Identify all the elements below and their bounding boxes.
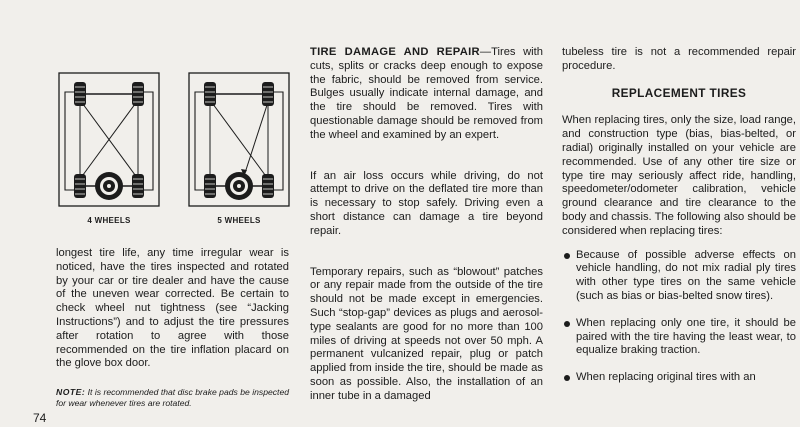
tubeless-continuation: tubeless tire is not a recommended repair procedure. xyxy=(562,46,796,72)
bullet-text: When replacing only one tire, it should be paired with the tire having the least wear, to equalize braking traction. xyxy=(576,316,796,357)
temporary-repairs-paragraph: Temporary repairs, such as “blowout” patches or any repair made from the outside of the tire should not be made except in emergencies. Such “stop-gap” devices as plugs and aerosol-type sealants are good for no more than 100 miles of driving at speeds not over 50 mph. A permanent vulcanized repair, plug or patch applied from inside the tire, should be made as soon as possible. Also, the installation of an inner tube in a damaged xyxy=(310,265,543,402)
replacement-tires-title: REPLACEMENT TIRES xyxy=(611,85,747,100)
bullet-icon xyxy=(564,253,570,259)
list-item xyxy=(562,371,796,385)
air-loss-paragraph: If an air loss occurs while driving, do not attempt to drive on the deflated tire more than is necessary to stop safely. Driving even a short distance can damage a tire beyond repair. xyxy=(310,169,543,237)
four-wheel-rotation-diagram xyxy=(58,72,160,225)
bullet-icon xyxy=(564,321,570,327)
four-wheels-label: 4 WHEELS xyxy=(87,216,131,225)
tire-damage-heading: TIRE DAMAGE AND REPAIR xyxy=(310,46,480,58)
column-left xyxy=(56,247,289,408)
column-right xyxy=(562,46,796,398)
bullet-text: When replacing original tires with an xyxy=(576,371,756,384)
four-wheel-rotation-icon xyxy=(58,72,160,207)
five-wheel-rotation-diagram xyxy=(188,72,290,225)
note-lead: NOTE: xyxy=(56,387,86,398)
bullet-icon xyxy=(564,375,570,381)
replacement-intro-paragraph: When replacing tires, only the size, load range, and construction type (bias, bias-belted, or radial) originally installed on your vehicle are recommended. Use of any other tire size or type tire may seriously affect ride, handling, speedometer/odometer calibration, vehicle ground clearance and tire clearance to the body and chassis. The following also should be considered when replacing tires: xyxy=(562,114,796,237)
list-item xyxy=(562,249,796,304)
bullet-text: Because of possible adverse effects on vehicle handling, do not mix radial ply tires with other type tires on the same vehicle (such as bias or bias-belted snow tires). xyxy=(576,248,796,302)
five-wheels-label: 5 WHEELS xyxy=(217,216,261,225)
tire-damage-paragraph xyxy=(310,46,543,143)
column-middle xyxy=(310,46,543,404)
note-text: It is recommended that disc brake pads be inspected for wear whenever tires are rotated. xyxy=(56,387,289,408)
page-number: 74 xyxy=(33,411,47,425)
five-wheel-rotation-icon xyxy=(188,72,290,207)
brake-pad-note xyxy=(56,387,289,408)
list-item xyxy=(562,317,796,358)
rotation-paragraph: longest tire life, any time irregular wear is noticed, have the tires inspected and rotated by your car or tire dealer and have the cause of the uneven wear corrected. Be certain to check wheel nut tightness (see “Jacking Instructions”) and to adjust the tire pressures after rotation to agree with those recommended on the tire inflation placard on the glove box door. xyxy=(56,247,289,370)
replacement-bullets xyxy=(562,249,796,385)
tire-damage-text: —Tires with cuts, splits or cracks deep enough to expose the fabric, should be removed from service. Bulges usually indicate internal damage, and the tire should be removed. Tires with questionable damage should be removed from the wheel and examined by an expert. xyxy=(310,46,544,141)
